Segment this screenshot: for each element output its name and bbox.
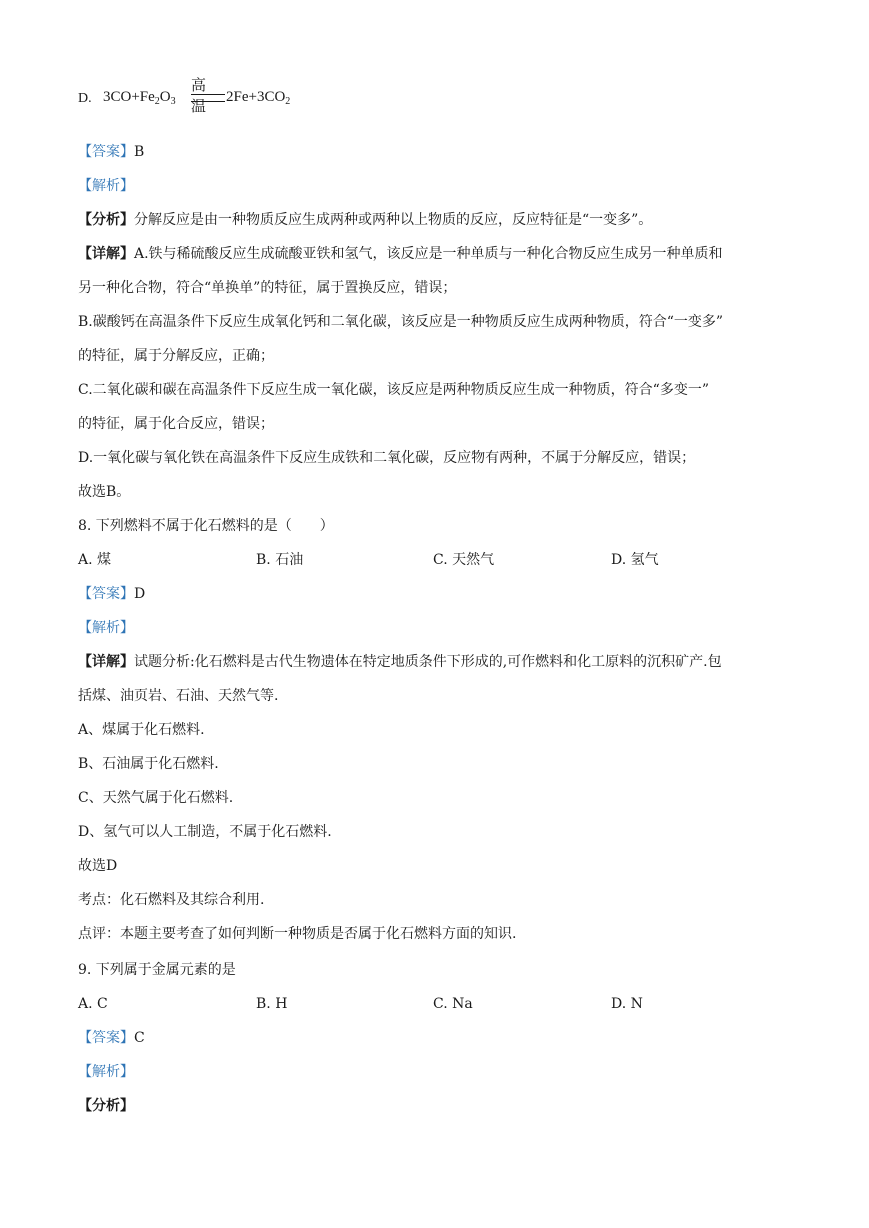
q7-detail-line-5: C.二氧化碳和碳在高温条件下反应生成一氧化碳，该反应是两种物质反应生成一种物质，符合“多变一”	[78, 382, 709, 398]
q8-question: 8. 下列燃料不属于化石燃料的是（ ）	[78, 518, 334, 534]
q8-detail-line-6: D、氢气可以人工制造，不属于化石燃料.	[78, 824, 332, 840]
q8-option-a: A. 煤	[78, 552, 112, 568]
q8-detail-line-4: B、石油属于化石燃料.	[78, 756, 219, 772]
analysis-text: 分解反应是由一种物质反应生成两种或两种以上物质的反应，反应特征是“一变多”。	[134, 212, 653, 228]
q9-option-b: B. H	[256, 996, 288, 1012]
q9-answer-line	[78, 1028, 145, 1048]
q9-option-c: C. Na	[433, 996, 473, 1012]
option-label: D.	[78, 91, 92, 106]
q7-analysis-tag: 【解析】	[78, 178, 134, 194]
q7-detail-line-6: 的特征，属于化合反应，错误；	[78, 416, 274, 432]
q8-option-d: D. 氢气	[611, 552, 659, 568]
q9-option-d: D. N	[611, 996, 643, 1012]
q8-detail-line-1: 【详解】试题分析:化石燃料是古代生物遗体在特定地质条件下形成的,可作燃料和化工原料的沉积矿产.包	[78, 654, 722, 670]
answer-value: B	[134, 144, 145, 160]
q9-analysis-label: 【分析】	[78, 1098, 134, 1114]
q8-options	[78, 550, 778, 570]
q8-detail-line-3: A、煤属于化石燃料.	[78, 722, 205, 738]
reaction-condition: 高温	[191, 76, 207, 115]
q7-detail-line-7: D.一氧化碳与氧化铁在高温条件下反应生成铁和二氧化碳，反应物有两种，不属于分解反应，错误；	[78, 450, 696, 466]
q8-detail-line-5: C、天然气属于化石燃料.	[78, 790, 234, 806]
q8-detail-line-9: 点评：本题主要考查了如何判断一种物质是否属于化石燃料方面的知识.	[78, 926, 517, 942]
q7-detail-line-3: B.碳酸钙在高温条件下反应生成氧化钙和二氧化碳，该反应是一种物质反应生成两种物质，符合“一变多”	[78, 314, 724, 330]
analysis-label: 【分析】	[78, 212, 134, 228]
q9-analysis-tag: 【解析】	[78, 1064, 134, 1080]
q7-detail-line-8: 故选B。	[78, 484, 131, 500]
q7-detail-line-4: 的特征，属于分解反应，正确；	[78, 348, 274, 364]
equation-products: $2Fe+3CO_2$	[226, 89, 291, 107]
q9-question: 9. 下列属于金属元素的是	[78, 962, 236, 978]
answer-tag: 【答案】	[78, 1030, 134, 1046]
q8-answer-line	[78, 584, 145, 604]
q7-answer-line	[78, 142, 144, 162]
q8-detail-line-2: 括煤、油页岩、石油、天然气等.	[78, 688, 279, 704]
q8-analysis-tag: 【解析】	[78, 620, 134, 636]
q8-detail-line-7: 故选D	[78, 858, 118, 874]
answer-tag: 【答案】	[78, 144, 134, 160]
q8-detail-line-8: 考点：化石燃料及其综合利用.	[78, 892, 265, 908]
equation-reactants: $3CO+Fe_2O_3$	[103, 89, 176, 107]
q9-options	[78, 994, 778, 1014]
q7-detail-line-2: 另一种化合物，符合“单换单”的特征，属于置换反应，错误；	[78, 280, 457, 296]
detail-label: 【详解】	[78, 654, 134, 670]
answer-tag: 【答案】	[78, 586, 134, 602]
answer-value: D	[134, 586, 146, 602]
q9-option-a: A. C	[78, 996, 108, 1012]
answer-value: C	[134, 1030, 145, 1046]
detail-label: 【详解】	[78, 246, 134, 262]
q8-option-b: B. 石油	[256, 552, 304, 568]
q7-detail-line-1: 【详解】A.铁与稀硫酸反应生成硫酸亚铁和氢气，该反应是一种单质与一种化合物反应生成另一种单质和	[78, 246, 723, 262]
equals-bars	[191, 94, 225, 102]
q8-option-c: C. 天然气	[433, 552, 495, 568]
q7-analysis-line	[78, 210, 652, 230]
